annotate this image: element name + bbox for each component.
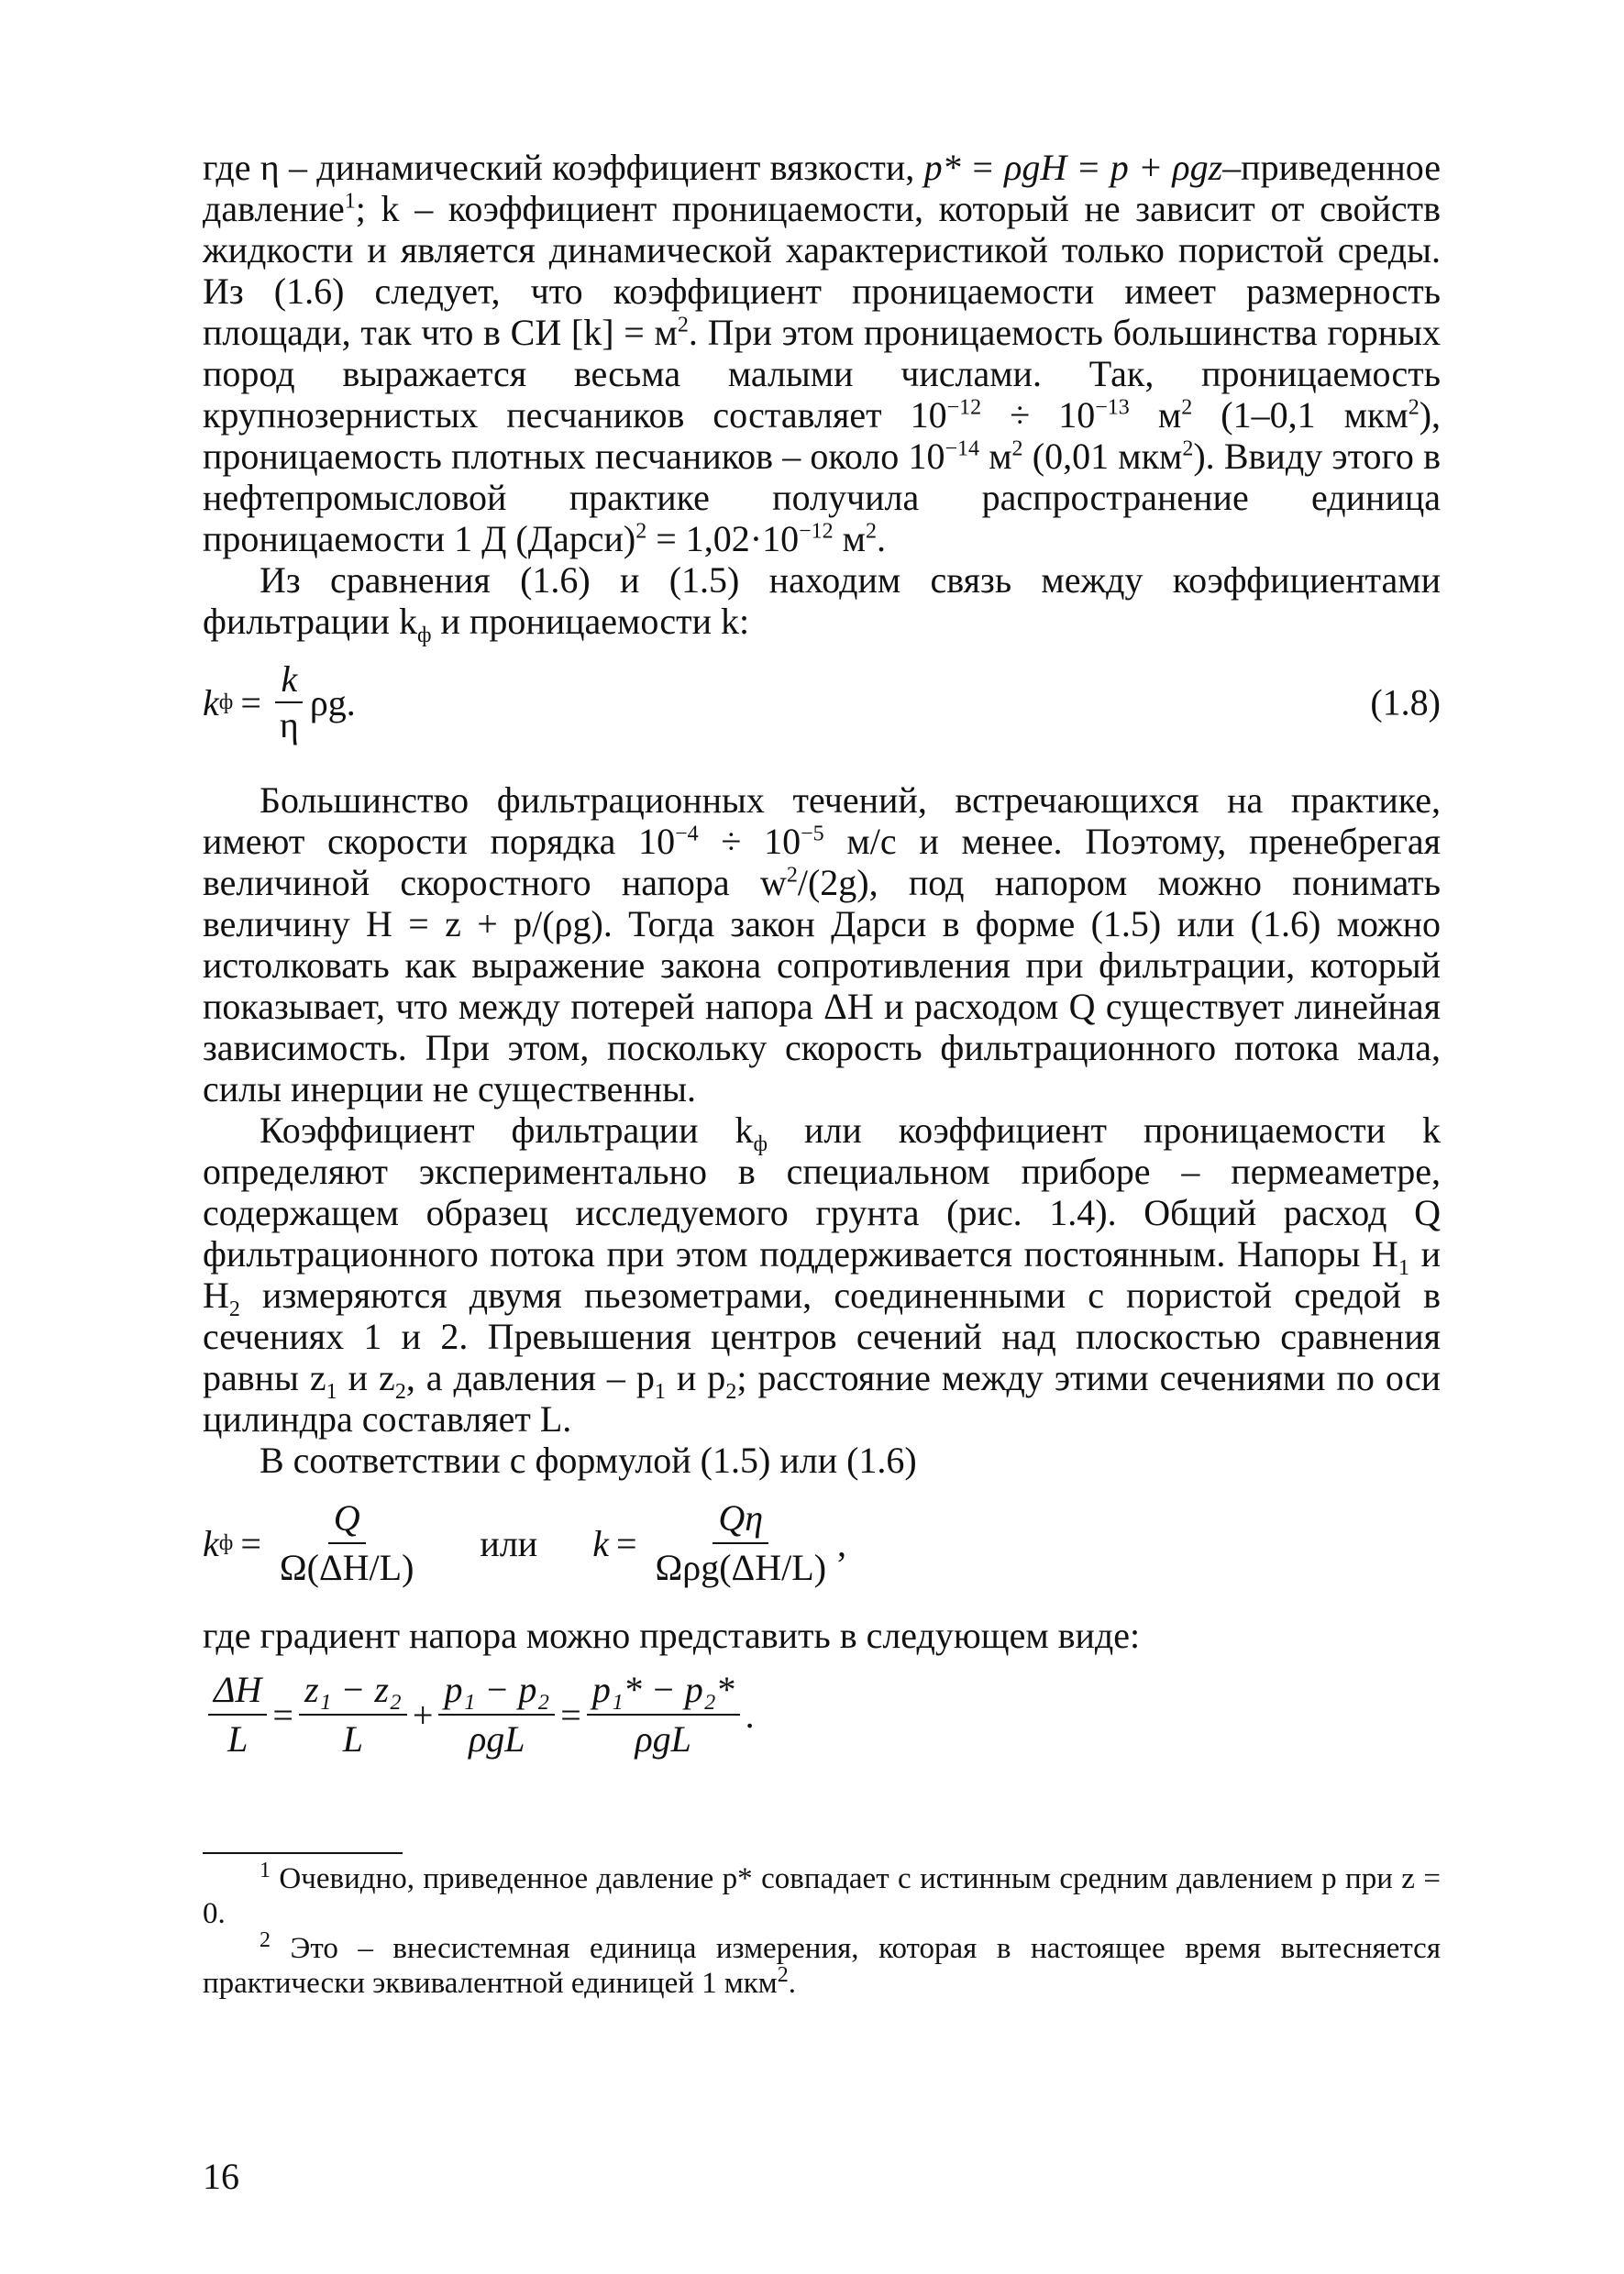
paragraph-comparison: Из сравнения (1.6) и (1.5) находим связь между коэффициентами фильтрации $k_ф$ и проницаемости k: bbox=[203, 559, 1441, 647]
paragraph-gradient-intro: где градиент напора можно представить в следующем виде: bbox=[203, 1615, 1141, 1656]
footnote-ref: 2 bbox=[635, 519, 647, 544]
footnote-rule bbox=[203, 1852, 403, 1854]
page-body bbox=[203, 147, 1441, 2001]
paragraph-permeability: где η – динамический коэффициент вязкости, p* = ρgH = p + ρgz–приведенное давление$^1$; k – коэффициент проницаемости, который не зависит от свойств жидкости и является динамической характеристикой только пористой среды. Из (1.6) следует, что коэффициент проницаемости имеет размерность площади, так что в СИ $[k] = м^2$. При этом проницаемость большинства горных пород выражается весьма малыми числами. Так, проницаемость крупнозернистых песчаников составляет $10^{-12} \div 10^{-13}$ $м^2$ (1–0,1 мкм$^2$), проницаемость плотных песчаников – около $10^{-14}$ $м^2$ (0,01 мкм$^2$). Ввиду этого в нефтепромысловой практике получила распространение единица проницаемости 1 Д (Дарси)$^2$ = $1,02\cdot 10^{-12}$ $м^2$. bbox=[203, 147, 1442, 559]
page-number: 16 bbox=[203, 2156, 239, 2197]
equation-number: (1.8) bbox=[1370, 681, 1441, 723]
fraction: $\frac{k}{\eta}$ bbox=[274, 661, 304, 744]
paragraph-formula-intro: В соответствии с формулой (1.5) или (1.6) bbox=[260, 1440, 917, 1481]
footnote-2: $^2$ Это – внесистемная единица измерения, которая в настоящее время вытесняется практически эквивалентной единицей 1 мкм$^2$. bbox=[203, 1928, 1441, 2000]
equation-coefficients: k ф = $\frac{Q}{\Omega(\Delta H/L)}$ или k = $\frac{Q\eta}{\text{Ωρg(ΔH/L)}}$ , bbox=[203, 1497, 847, 1588]
equation-1-8: k ф = $\frac{k}{\eta}$ ρg. (1.8) bbox=[203, 658, 1441, 745]
footnote-ref: 1 bbox=[344, 189, 356, 214]
fraction: $\frac{\text{p₁ − p₂}}{\text{ρgL}}$ bbox=[438, 1670, 555, 1760]
footnote-1: $^1$ Очевидно, приведенное давление p* совпадает с истинным средним давлением p при z = 0. bbox=[203, 1859, 1441, 1930]
fraction: $\frac{\text{z₁ − z₂}}{L}$ bbox=[299, 1670, 407, 1760]
footnotes bbox=[203, 1852, 1441, 2001]
paragraph-permeameter: Коэффициент фильтрации $k_ф$ или коэффициент проницаемости k определяют экспериментально в специальном приборе – пермеаметре, содержащем образец исследуемого грунта (рис. 1.4). Общий расход Q фильтрационного потока при этом поддерживается постоянным. Напоры $H_1$ и $H_2$ измеряются двумя пьезометрами, соединенными с пористой средой в сечениях 1 и 2. Превышения центров сечений над плоскостью сравнения равны $z_1$ и $z_2$, а давления – $p_1$ и $p_2$; расстояние между этими сечениями по оси цилиндра составляет L. bbox=[203, 1109, 1442, 1440]
equation-gradient: $\frac{\Delta H}{L}$ = $\frac{\text{z₁ − z₂}}{L}$ + $\frac{\text{p₁ − p₂}}{\text{ρgL}}$ = $\frac{\text{p₁* − p₂*}}{\text{ρgL}}$ . bbox=[203, 1660, 1441, 1770]
fraction: $\frac{Q\eta}{\text{Ωρg(ΔH/L)}}$ bbox=[655, 1497, 827, 1588]
fraction: $\frac{\text{p₁* − p₂*}}{\text{ρgL}}$ bbox=[587, 1670, 740, 1760]
fraction: $\frac{\Delta H}{L}$ bbox=[208, 1670, 267, 1760]
fraction: $\frac{Q}{\Omega(\Delta H/L)}$ bbox=[279, 1497, 414, 1588]
paragraph-darcy-law: Большинство фильтрационных течений, встречающихся на практике, имеют скорости порядка $10^{-4} \div 10^{-5}$ м/с и менее. Поэтому, пренебрегая величиной скоростного напора $w^2/(2g)$, под напором можно понимать величину H = z + p/(ρg). Тогда закон Дарси в форме (1.5) или (1.6) можно истолковать как выражение закона сопротивления при фильтрации, который показывает, что между потерей напора ΔH и расходом Q существует линейная зависимость. При этом, поскольку скорость фильтрационного потока мала, силы инерции не существенны. bbox=[203, 779, 1442, 1109]
